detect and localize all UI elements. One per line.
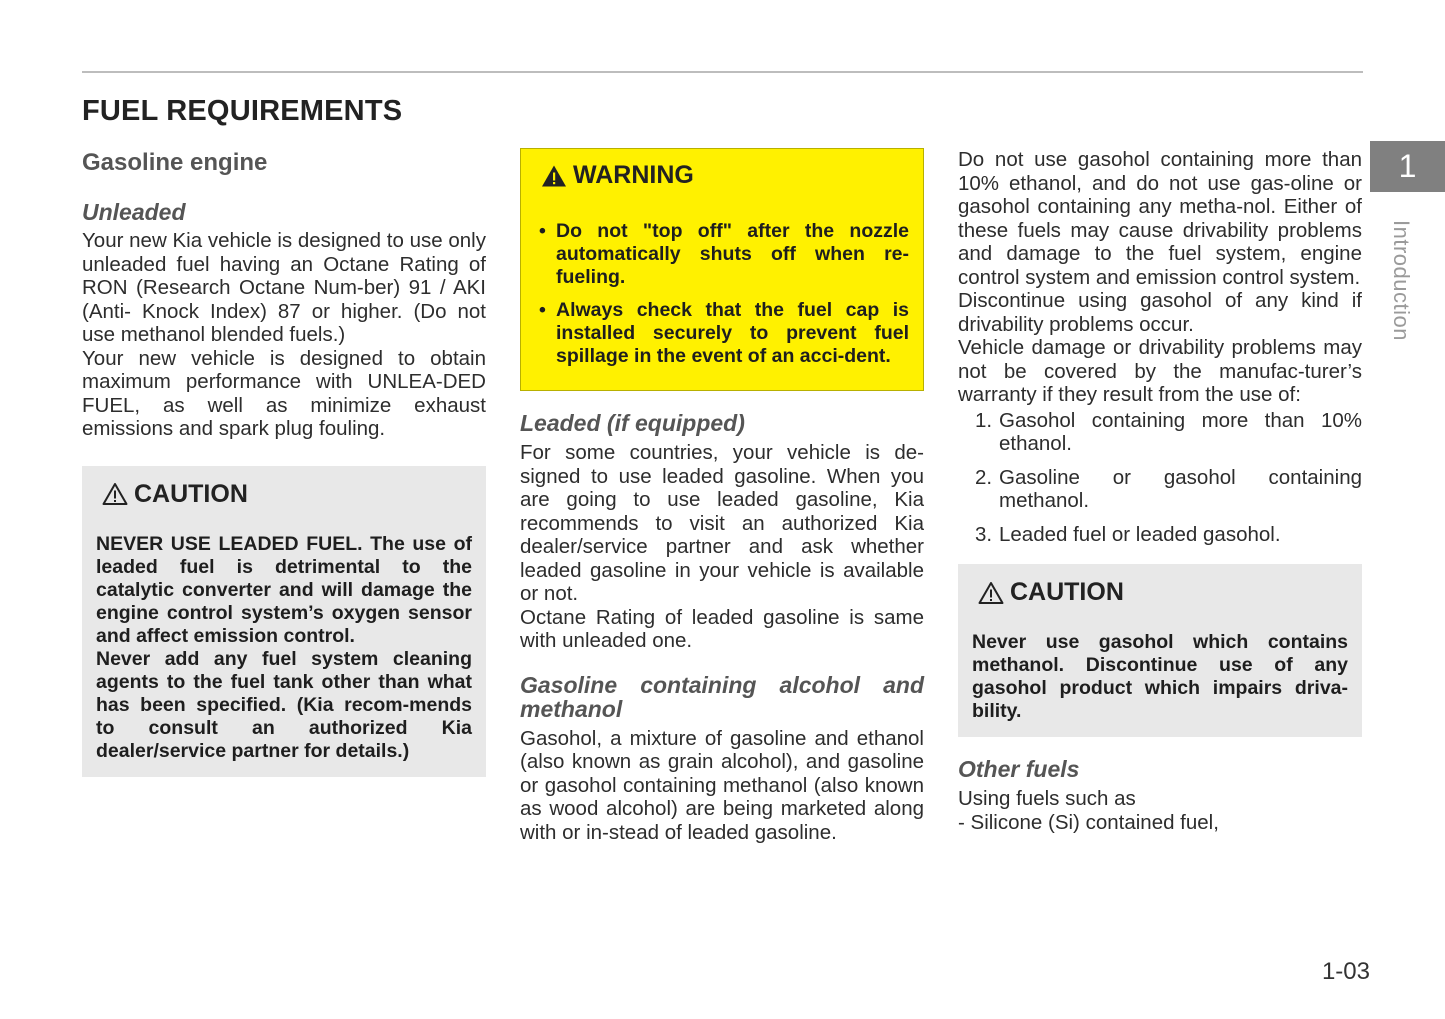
unleaded-paragraph-1: Your new Kia vehicle is designed to use only unleaded fuel having an Octane Rating of RON (Research Octane Num-ber) 91 / AKI (Anti- Knock Index) 87 or higher. (Do not use methanol blended fuels.) bbox=[82, 229, 486, 346]
column-2 bbox=[520, 148, 924, 844]
list-item: 2. Gasoline or gasohol containing methanol. bbox=[975, 465, 1362, 512]
warranty-exclusion-list bbox=[958, 409, 1362, 547]
column-1 bbox=[82, 148, 486, 777]
warning-item: • Do not "top off" after the nozzle automatically shuts off when re-fueling. bbox=[539, 220, 909, 289]
gasohol-paragraph-1: Do not use gasohol containing more than 10% ethanol, and do not use gas-oline or gasohol containing any metha-nol. Either of these fuels may cause drivability problems and damage to the fuel system, engine control system and emission control system. bbox=[958, 148, 1362, 289]
chapter-label: Introduction bbox=[1389, 220, 1414, 341]
caution-header bbox=[978, 578, 1348, 607]
caution-label: CAUTION bbox=[134, 479, 248, 508]
list-item: 3. Leaded fuel or leaded gasohol. bbox=[975, 522, 1281, 546]
warning-label: WARNING bbox=[573, 161, 694, 189]
unleaded-paragraph-2: Your new vehicle is designed to obtain maximum performance with UNLEA-DED FUEL, as well as minimize exhaust emissions and spark plug fouling. bbox=[82, 346, 486, 440]
warning-box bbox=[520, 148, 924, 391]
list-item: 1. Gasohol containing more than 10% ethanol. bbox=[975, 408, 1362, 455]
other-fuels-paragraph: Using fuels such as bbox=[958, 787, 1136, 810]
top-rule bbox=[82, 71, 1363, 73]
warning-item: • Always check that the fuel cap is installed securely to prevent fuel spillage in the event of an acci-dent. bbox=[539, 299, 909, 368]
chapter-tab: 1 bbox=[1370, 141, 1445, 192]
caution-triangle-icon bbox=[978, 581, 1004, 605]
gasohol-paragraph-2: Discontinue using gasohol of any kind if drivability problems occur. bbox=[958, 289, 1362, 336]
caution-triangle-icon bbox=[102, 482, 128, 506]
caution-text: Never use gasohol which contains methanol. Discontinue use of any gasohol product which impairs driva-bility. bbox=[972, 631, 1348, 722]
caution-text-2: Never add any fuel system cleaning agents to the fuel tank other than what has been specified. (Kia recom-mends to consult an authorized Kia dealer/service partner for details.) bbox=[96, 647, 472, 762]
other-fuels-item: - Silicone (Si) contained fuel, bbox=[958, 810, 1219, 834]
column-3 bbox=[958, 148, 1362, 834]
warning-list bbox=[539, 220, 909, 368]
caution-label: CAUTION bbox=[1010, 578, 1124, 606]
heading-leaded: Leaded (if equipped) bbox=[520, 410, 745, 436]
alcohol-paragraph-1: Gasohol, a mixture of gasoline and ethanol (also known as grain alcohol), and gasoline or gasohol containing methanol (also known as wood alcohol) are being marketed along with or in-stead of leaded gasoline. bbox=[520, 726, 924, 844]
warning-header bbox=[541, 161, 909, 190]
heading-alcohol-methanol: Gasoline containing alcohol and methanol bbox=[520, 671, 924, 722]
caution-text-1: NEVER USE LEADED FUEL. The use of leaded fuel is detrimental to the catalytic converter and will damage the engine control system’s oxygen sensor and affect emission control. bbox=[96, 532, 472, 647]
leaded-paragraph-1: For some countries, your vehicle is de-signed to use leaded gasoline. When you are going to use leaded gasoline, Kia recommends to visit an authorized Kia dealer/service partner and ask whether leaded gasoline in your vehicle is available or not. bbox=[520, 441, 924, 605]
caution-box-gasohol bbox=[958, 564, 1362, 737]
warning-triangle-icon bbox=[541, 164, 567, 188]
section-title-gasoline-engine: Gasoline engine bbox=[82, 149, 268, 176]
page-number: 1-03 bbox=[1321, 958, 1370, 985]
gasohol-paragraph-3: Vehicle damage or drivability problems may not be covered by the manufac-turer’s warranty if they result from the use of: bbox=[958, 336, 1362, 406]
caution-header bbox=[102, 480, 472, 509]
leaded-paragraph-2: Octane Rating of leaded gasoline is same with unleaded one. bbox=[520, 605, 924, 652]
heading-unleaded: Unleaded bbox=[82, 199, 186, 225]
page-title: FUEL REQUIREMENTS bbox=[82, 95, 403, 127]
heading-other-fuels: Other fuels bbox=[958, 756, 1080, 782]
caution-box-leaded-fuel bbox=[82, 466, 486, 777]
